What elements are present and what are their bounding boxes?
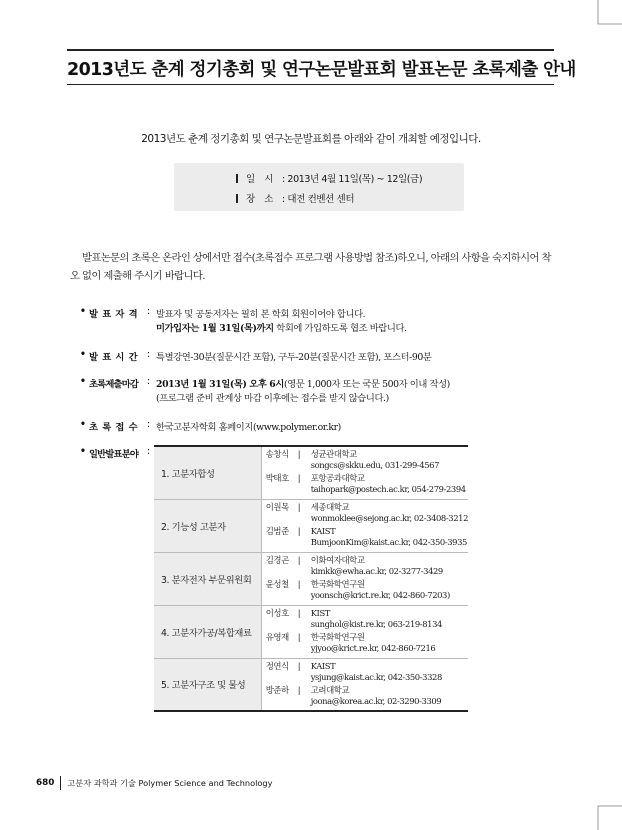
divisions-table <box>154 445 468 712</box>
bullet: • <box>80 306 86 317</box>
bullet: • <box>80 349 86 360</box>
division-chairs <box>261 499 468 552</box>
event-info-box <box>174 163 464 211</box>
chair-org: KIST <box>310 608 330 618</box>
separator: | <box>297 632 301 642</box>
chair-org: 포항공과대학교 <box>310 473 365 484</box>
abstract-submission-value <box>156 419 341 436</box>
division-chairs <box>261 552 468 605</box>
bullet: • <box>80 376 86 387</box>
instruction-paragraph: 발표논문의 초록은 온라인 상에서만 접수(초록접수 프로그램 사용방법 참조)하오니, 아래의 사항을 숙지하시어 착오 없이 제출해 주시기 바랍니다. <box>70 252 551 282</box>
title-rule-bottom <box>67 84 554 85</box>
table-row <box>154 446 468 499</box>
deadline-datetime: 2013년 1월 31일(목) 오후 6시 <box>156 379 284 390</box>
separator: | <box>297 473 301 484</box>
chair-contact: sunghol@kist.re.kr, 063-219-8134 <box>310 619 442 629</box>
chair-org: 고려대학교 <box>310 684 350 695</box>
abstract-deadline-line-2: (프로그램 준비 관계상 마감 이후에는 접수를 받지 않습니다.) <box>156 393 389 404</box>
member-deadline: 미가입자는 1월 31일(목)까지 <box>156 323 274 334</box>
division-name: 2. 기능성 고분자 <box>154 499 261 552</box>
chair-contact: yoonsch@krict.re.kr, 042-860-7203) <box>310 590 450 600</box>
colon: : <box>147 446 150 457</box>
chair-name: 김범준 <box>265 526 289 536</box>
colon: : <box>147 419 150 430</box>
chair-org: KAIST <box>310 526 336 536</box>
abstract-deadline-label: 초록제출마감 <box>89 379 139 390</box>
chair-org: 세종대학교 <box>310 502 350 512</box>
divisions-table-body <box>154 446 468 711</box>
chair-entry <box>266 526 468 548</box>
event-date-row <box>236 171 422 185</box>
journal-name: 고분자 과학과 기술 Polymer Science and Technology <box>67 777 273 788</box>
chair-entry <box>266 661 468 683</box>
event-date-value: : 2013년 4월 11일(목) ~ 12일(금) <box>282 174 423 185</box>
chair-contact: wonmoklee@sejong.ac.kr, 02-3408-3212 <box>310 513 468 523</box>
division-name: 4. 고분자가공/복합재료 <box>154 605 261 658</box>
bullet: • <box>80 446 86 457</box>
bullet: • <box>80 419 86 430</box>
bar-marker <box>236 194 238 203</box>
chair-name: 이성호 <box>265 608 289 618</box>
presentation-time-value <box>156 349 432 366</box>
separator: | <box>297 526 301 536</box>
chair-name: 유영재 <box>265 632 289 642</box>
member-deadline-note: 학회에 가입하도록 협조 바랍니다. <box>273 323 407 334</box>
chair-entry <box>266 502 468 524</box>
division-chairs <box>261 446 468 499</box>
separator: | <box>297 449 301 460</box>
chair-entry <box>266 579 468 601</box>
chair-contact: ysjung@kaist.ac.kr, 042-350-3328 <box>310 671 442 682</box>
presentation-time-line-1: 특별강연-30분(질문시간 포함), 구두-20분(질문시간 포함), 포스터-90분 <box>156 352 432 363</box>
division-name: 1. 고분자합성 <box>154 446 261 499</box>
intro-text: 2013년도 춘계 정기총회 및 연구논문발표회를 아래와 같이 개최할 예정입니다. <box>141 133 481 145</box>
chair-org: 한국화학연구원 <box>310 632 365 642</box>
separator: | <box>297 579 301 589</box>
colon: : <box>147 376 150 387</box>
chair-entry <box>266 449 468 471</box>
qualification-line-1: 발표자 및 공동저자는 필히 본 학회 회원이어야 합니다. <box>156 309 366 320</box>
separator: | <box>297 660 301 671</box>
page-number: 680 <box>36 778 55 788</box>
chair-org: 이화여자대학교 <box>310 555 365 565</box>
colon: : <box>147 349 150 360</box>
event-place-value: : 대전 컨벤션 센터 <box>282 194 355 205</box>
chair-entry <box>266 685 468 707</box>
chair-org: KAIST <box>310 660 336 671</box>
colon: : <box>147 306 150 317</box>
footer-divider <box>60 776 61 790</box>
chair-name: 방준하 <box>265 684 289 695</box>
division-chairs <box>261 605 468 658</box>
presentation-time-label: 발 표 시 간 <box>89 352 139 363</box>
title-rule-top <box>67 49 554 51</box>
chair-name: 김경곤 <box>265 555 289 565</box>
separator: | <box>297 684 301 695</box>
abstract-submission-label: 초 록 접 수 <box>89 422 139 433</box>
bar-marker <box>236 174 238 183</box>
chair-contact: yjyoo@krict.re.kr, 042-860-7216 <box>310 643 436 653</box>
chair-org: 성균관대학교 <box>310 449 357 460</box>
chair-name: 송창식 <box>265 449 289 460</box>
chair-contact: BumjoonKim@kaist.ac.kr, 042-350-3935 <box>310 537 467 547</box>
event-place-row <box>236 191 354 205</box>
chair-contact: songcs@skku.edu, 031-299-4567 <box>310 460 440 471</box>
page-title: 2013년도 춘계 정기총회 및 연구논문발표회 발표논문 초록제출 안내 <box>67 60 576 80</box>
chair-entry <box>266 608 468 630</box>
chair-entry <box>266 473 468 495</box>
event-date-label: 일 시 <box>246 174 277 185</box>
division-name: 5. 고분자구조 및 물성 <box>154 658 261 711</box>
qualification-line-2 <box>156 320 407 337</box>
table-row <box>154 658 468 711</box>
separator: | <box>297 502 301 512</box>
qualification-label: 발 표 자 격 <box>89 309 139 320</box>
chair-org: 한국화학연구원 <box>310 579 365 589</box>
chair-name: 이원목 <box>265 502 289 512</box>
table-row <box>154 605 468 658</box>
chair-contact: taihopark@postech.ac.kr, 054-279-2394 <box>310 484 466 495</box>
abstract-submission-line-1: 한국고분자학회 홈페이지(www.polymer.or.kr) <box>156 422 341 433</box>
division-name: 3. 분자전자 부문위원회 <box>154 552 261 605</box>
table-row <box>154 499 468 552</box>
table-row <box>154 552 468 605</box>
division-chairs <box>261 658 468 711</box>
chair-name: 윤성철 <box>265 579 289 589</box>
chair-name: 박태호 <box>265 473 289 484</box>
abstract-deadline-value <box>156 376 450 407</box>
separator: | <box>297 555 301 565</box>
general-divisions-label: 일반발표분야 <box>89 449 139 460</box>
event-place-label: 장 소 <box>246 194 277 205</box>
qualification-value <box>156 306 407 337</box>
chair-contact: kimkk@ewha.ac.kr, 02-3277-3429 <box>310 566 443 576</box>
page-footer <box>36 776 272 790</box>
separator: | <box>297 608 301 618</box>
chair-entry <box>266 632 468 654</box>
chair-name: 정연식 <box>265 660 289 671</box>
abstract-length-note: (영문 1,000자 또는 국문 500자 이내 작성) <box>283 379 450 390</box>
chair-entry <box>266 555 468 577</box>
chair-contact: joona@korea.ac.kr, 02-3290-3309 <box>310 695 442 706</box>
